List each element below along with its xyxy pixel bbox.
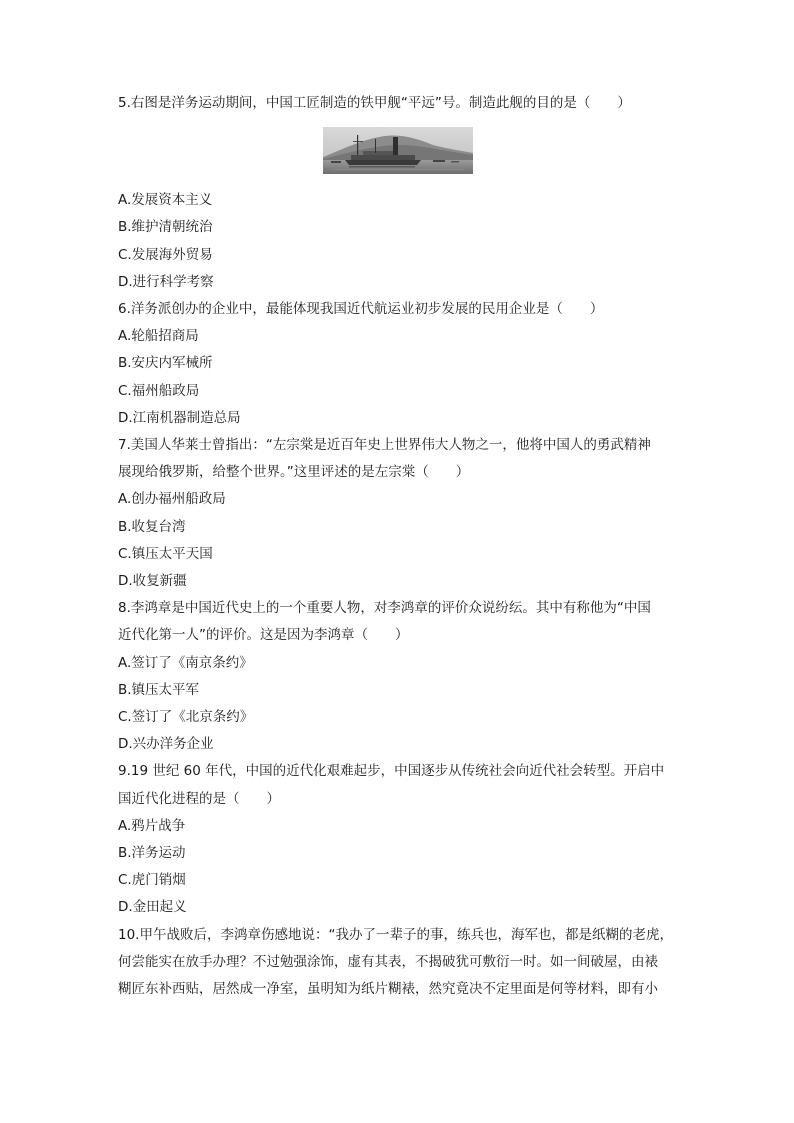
question-9-stem-line-2: 国近代化进程的是（ ） — [118, 790, 280, 807]
question-6-option-d: D.江南机器制造总局 — [118, 409, 241, 426]
question-6-option-a: A.轮船招商局 — [118, 328, 199, 345]
question-10-stem-line-3: 糊匠东补西贴，居然成一净室，虽明知为纸片糊裱，然究竟决不定里面是何等材料，即有小 — [118, 981, 658, 998]
question-5-option-d: D.进行科学考察 — [118, 273, 214, 290]
ironclad-photo-container — [118, 117, 678, 187]
question-8-stem-line-1: 8.李鸿章是中国近代史上的一个重要人物，对李鸿章的评价众说纷纭。其中有称他为“中国 — [118, 600, 651, 617]
ironclad-pingyuan-photo — [323, 127, 473, 174]
question-6-stem: 6.洋务派创办的企业中，最能体现我国近代航运业初步发展的民用企业是（ ） — [118, 301, 604, 318]
question-6 — [118, 296, 678, 432]
question-10-stem-line-1: 10.甲午战败后，李鸿章伤感地说：“我办了一辈子的事，练兵也，海军也，都是纸糊的老虎， — [118, 926, 673, 943]
question-8-option-c: C.签订了《北京条约》 — [118, 709, 254, 726]
question-10 — [118, 922, 678, 1004]
question-5-stem: 5.右图是洋务运动期间，中国工匠制造的铁甲舰“平远”号。制造此舰的目的是（ ） — [118, 95, 631, 111]
question-7-option-b: B.收复台湾 — [118, 518, 186, 535]
question-8-option-b: B.镇压太平军 — [118, 681, 200, 698]
question-7-stem-line-1: 7.美国人华莱士曾指出：“左宗棠是近百年史上世界伟大人物之一，他将中国人的勇武精神 — [118, 437, 651, 454]
question-10-stem-line-2: 何尝能实在放手办理？不过勉强涂饰，虚有其表，不揭破犹可敷衍一时。如一间破屋，由裱 — [118, 953, 658, 970]
question-6-option-c: C.福州船政局 — [118, 382, 200, 399]
question-5-option-a: A.发展资本主义 — [118, 192, 213, 209]
question-7 — [118, 432, 678, 595]
question-8-stem-line-2: 近代化第一人”的评价。这是因为李鸿章（ ） — [118, 627, 409, 644]
question-8-option-d: D.兴办洋务企业 — [118, 736, 214, 753]
document-page — [118, 90, 678, 1003]
question-8-option-a: A.签订了《南京条约》 — [118, 654, 253, 671]
question-7-option-c: C.镇压太平天国 — [118, 545, 213, 562]
question-7-option-d: D.收复新疆 — [118, 573, 187, 590]
question-9-option-a: A.鸦片战争 — [118, 817, 186, 834]
question-9-stem-line-1: 9.19 世纪 60 年代，中国的近代化艰难起步，中国逐步从传统社会向近代社会转型。开启中 — [118, 763, 665, 780]
question-7-option-a: A.创办福州船政局 — [118, 491, 226, 508]
question-6-option-b: B.安庆内军械所 — [118, 355, 213, 372]
question-5-option-c: C.发展海外贸易 — [118, 246, 213, 263]
question-5-option-b: B.维护清朝统治 — [118, 219, 213, 236]
question-5 — [118, 90, 678, 296]
question-9-option-c: C.虎门销烟 — [118, 872, 186, 889]
question-9-option-b: B.洋务运动 — [118, 845, 186, 862]
question-9 — [118, 758, 678, 921]
question-7-stem-line-2: 展现给俄罗斯，给整个世界。”这里评述的是左宗棠（ ） — [118, 464, 470, 481]
question-8 — [118, 595, 678, 758]
question-9-option-d: D.金田起义 — [118, 899, 187, 916]
